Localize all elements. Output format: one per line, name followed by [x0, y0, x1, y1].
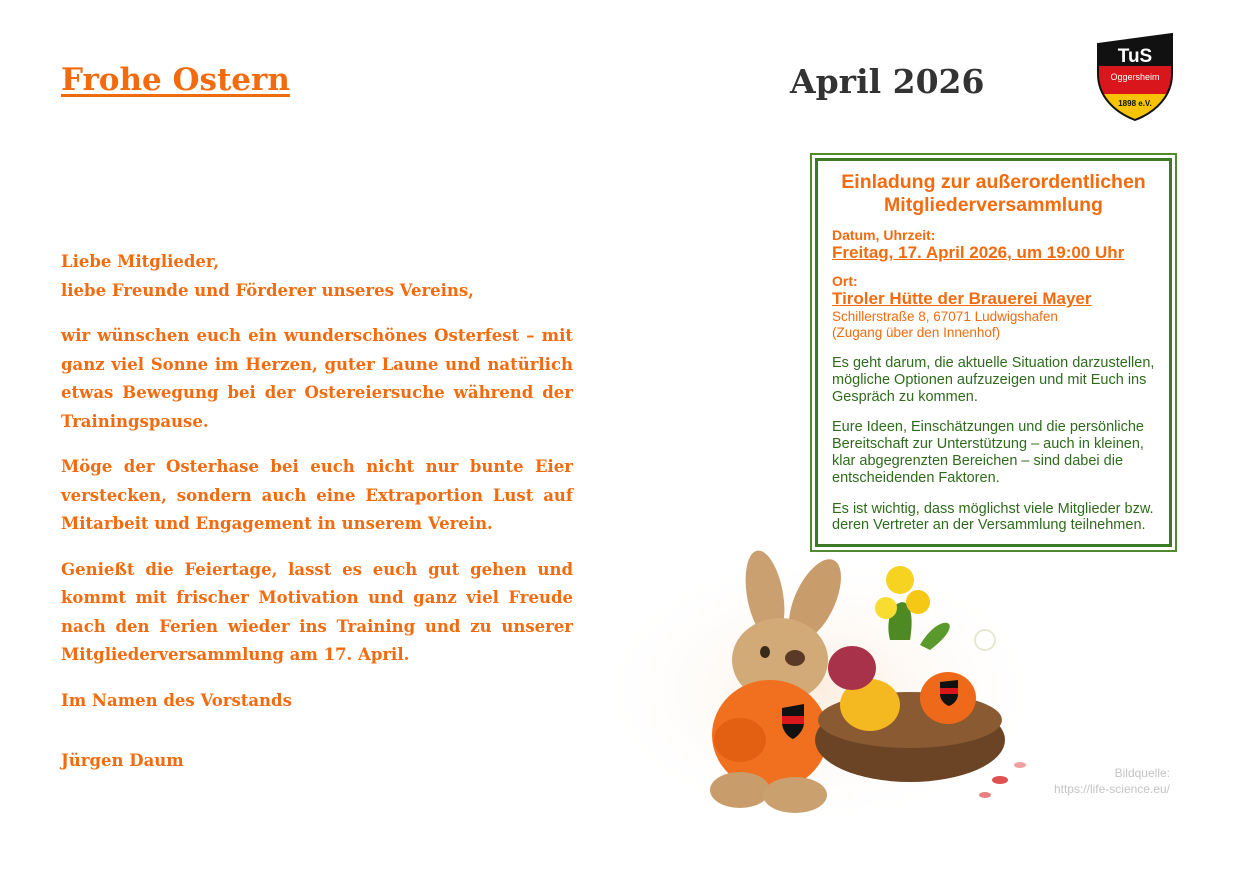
invitation-text-2: Eure Ideen, Einschätzungen und die persönliche Bereitschaft zur Unterstützung – auch in kleinen, klar abgegrenzten Bereichen – sind dabei die entscheidenden Faktoren.: [832, 419, 1144, 486]
letter-body: [61, 248, 573, 793]
easter-bunny-basket-image: [590, 540, 1050, 830]
logo-name: TuS: [1117, 46, 1153, 67]
letter-paragraph-2: Möge der Osterhase bei euch nicht nur bunte Eier verstecken, sondern auch eine Extraportion Lust auf Mitarbeit und Engagement in unserem Verein.: [61, 457, 573, 533]
salutation: [61, 248, 573, 305]
place-label: Ort:: [832, 273, 858, 289]
invitation-box: [810, 153, 1177, 552]
credit-label: Bildquelle:: [1114, 766, 1170, 780]
logo-place: Oggersheim: [1110, 72, 1160, 82]
invitation-text-1: Es geht darum, die aktuelle Situation darzustellen, mögliche Optionen aufzuzeigen und mit Euch ins Gespräch zu kommen.: [832, 355, 1155, 405]
place-access: (Zugang über den Innenhof): [832, 325, 1001, 340]
image-credit: [1030, 765, 1170, 797]
salutation-line-2: liebe Freunde und Förderer unseres Vereins,: [61, 280, 474, 300]
logo-founded: 1898 e.V.: [1118, 99, 1152, 108]
date-value: Freitag, 17. April 2026, um 19:00 Uhr: [832, 243, 1125, 262]
letter-paragraph-1: wir wünschen euch ein wunderschönes Osterfest – mit ganz viel Sonne im Herzen, guter Laune und natürlich etwas Bewegung bei der Ostereiersuche während der Trainingspause.: [61, 326, 573, 431]
club-logo: [1094, 30, 1176, 122]
letter-closing: Im Namen des Vorstands: [61, 690, 292, 710]
place-value: Tiroler Hütte der Brauerei Mayer: [832, 289, 1092, 308]
invitation-frame: [815, 158, 1172, 547]
place-address: Schillerstraße 8, 67071 Ludwigshafen: [832, 309, 1058, 324]
month-heading: April 2026: [790, 62, 985, 101]
salutation-line-1: Liebe Mitglieder,: [61, 252, 220, 271]
credit-url: https://life-science.eu/: [1053, 782, 1170, 796]
letter-paragraph-3: Genießt die Feiertage, lasst es euch gut gehen und kommt mit frischer Motivation und ganz viel Freude nach den Ferien wieder ins Training und zu unserer Mitgliederversammlung am 17. April.: [61, 559, 573, 664]
invitation-text-3: Es ist wichtig, dass möglichst viele Mitglieder bzw. deren Vertreter an der Versammlung teilnehmen.: [832, 500, 1154, 534]
invitation-title: Einladung zur außerordentlichen Mitgliederversammlung: [841, 171, 1146, 216]
letter-signature: Jürgen Daum: [61, 751, 184, 770]
page-title: Frohe Ostern: [61, 62, 290, 98]
date-label: Datum, Uhrzeit:: [832, 227, 936, 243]
